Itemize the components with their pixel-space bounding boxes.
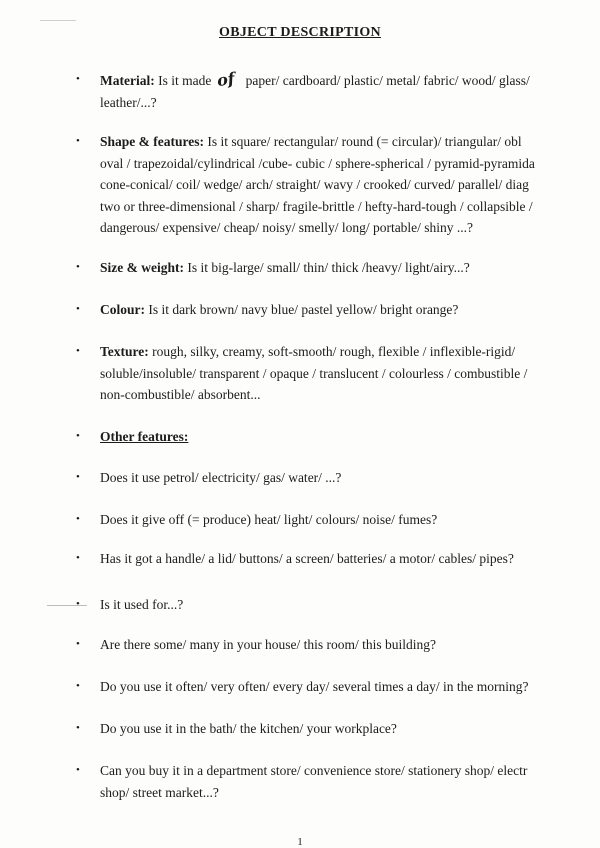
item-text: Do you use it in the bath/ the kitchen/ your workplace?	[100, 721, 397, 736]
bullet: •	[76, 345, 80, 357]
item-text: Does it use petrol/ electricity/ gas/ water/ ...?	[100, 470, 342, 485]
item-text: Is it used for...?	[100, 597, 184, 612]
bullet: •	[76, 135, 80, 147]
item-text: Is it square/ rectangular/ round (= circular)/ triangular/ obl	[207, 134, 522, 149]
bullet: •	[76, 261, 80, 273]
bullet: •	[76, 680, 80, 692]
bullet: •	[76, 513, 80, 525]
item-text: Is it made	[158, 73, 212, 88]
item-text: Is it big-large/ small/ thin/ thick /heavy/ light/airy...?	[187, 260, 470, 275]
item-text: Has it got a handle/ a lid/ buttons/ a screen/ batteries/ a motor/ cables/ pipes?	[100, 551, 514, 566]
item-text: oval / trapezoidal/cylindrical /cube- cubic / sphere-spherical / pyramid-pyramida	[100, 155, 535, 171]
item-label: Material:	[100, 73, 155, 88]
item-text: shop/ street market...?	[100, 784, 219, 800]
item-text: two or three-dimensional / sharp/ fragile-brittle / hefty-hard-tough / collapsible /	[100, 198, 533, 214]
scan-artifact	[40, 20, 76, 21]
bullet: •	[76, 722, 80, 734]
bullet: •	[76, 598, 80, 610]
item-text: non-combustible/ absorbent...	[100, 387, 261, 402]
item-text: cone-conical/ coil/ wedge/ arch/ straight/ wavy / crooked/ curved/ parallel/ diag	[100, 177, 529, 192]
bullet: •	[76, 552, 80, 564]
item-label: Shape & features:	[100, 134, 204, 149]
bullet: •	[76, 303, 80, 315]
item-text: Are there some/ many in your house/ this room/ this building?	[100, 637, 436, 652]
page-number: 1	[297, 836, 303, 848]
item-text: rough, silky, creamy, soft-smooth/ rough, flexible / inflexible-rigid/	[152, 344, 516, 359]
item-text: paper/ cardboard/ plastic/ metal/ fabric/ wood/ glass/	[245, 73, 530, 88]
bullet: •	[76, 471, 80, 483]
item-text: leather/...?	[100, 94, 157, 110]
section-heading: Other features:	[100, 429, 189, 444]
bullet: •	[76, 764, 80, 776]
item-text: Do you use it often/ very often/ every day/ several times a day/ in the morning?	[100, 679, 529, 694]
bullet: •	[76, 430, 80, 442]
handwritten-annotation: of	[215, 68, 236, 91]
item-text: Can you buy it in a department store/ convenience store/ stationery shop/ electr	[100, 763, 528, 778]
bullet: •	[76, 73, 80, 85]
item-text: Is it dark brown/ navy blue/ pastel yellow/ bright orange?	[148, 302, 459, 317]
item-label: Size & weight:	[100, 260, 184, 275]
bullet: •	[76, 638, 80, 650]
item-text: soluble/insoluble/ transparent / opaque / translucent / colourless / combustible /	[100, 365, 528, 381]
item-text: dangerous/ expensive/ cheap/ noisy/ smelly/ long/ portable/ shiny ...?	[100, 220, 474, 235]
item-label: Texture:	[100, 344, 149, 359]
document-title: OBJECT DESCRIPTION	[219, 25, 381, 40]
item-label: Colour:	[100, 302, 145, 317]
item-text: Does it give off (= produce) heat/ light/ colours/ noise/ fumes?	[100, 512, 438, 527]
